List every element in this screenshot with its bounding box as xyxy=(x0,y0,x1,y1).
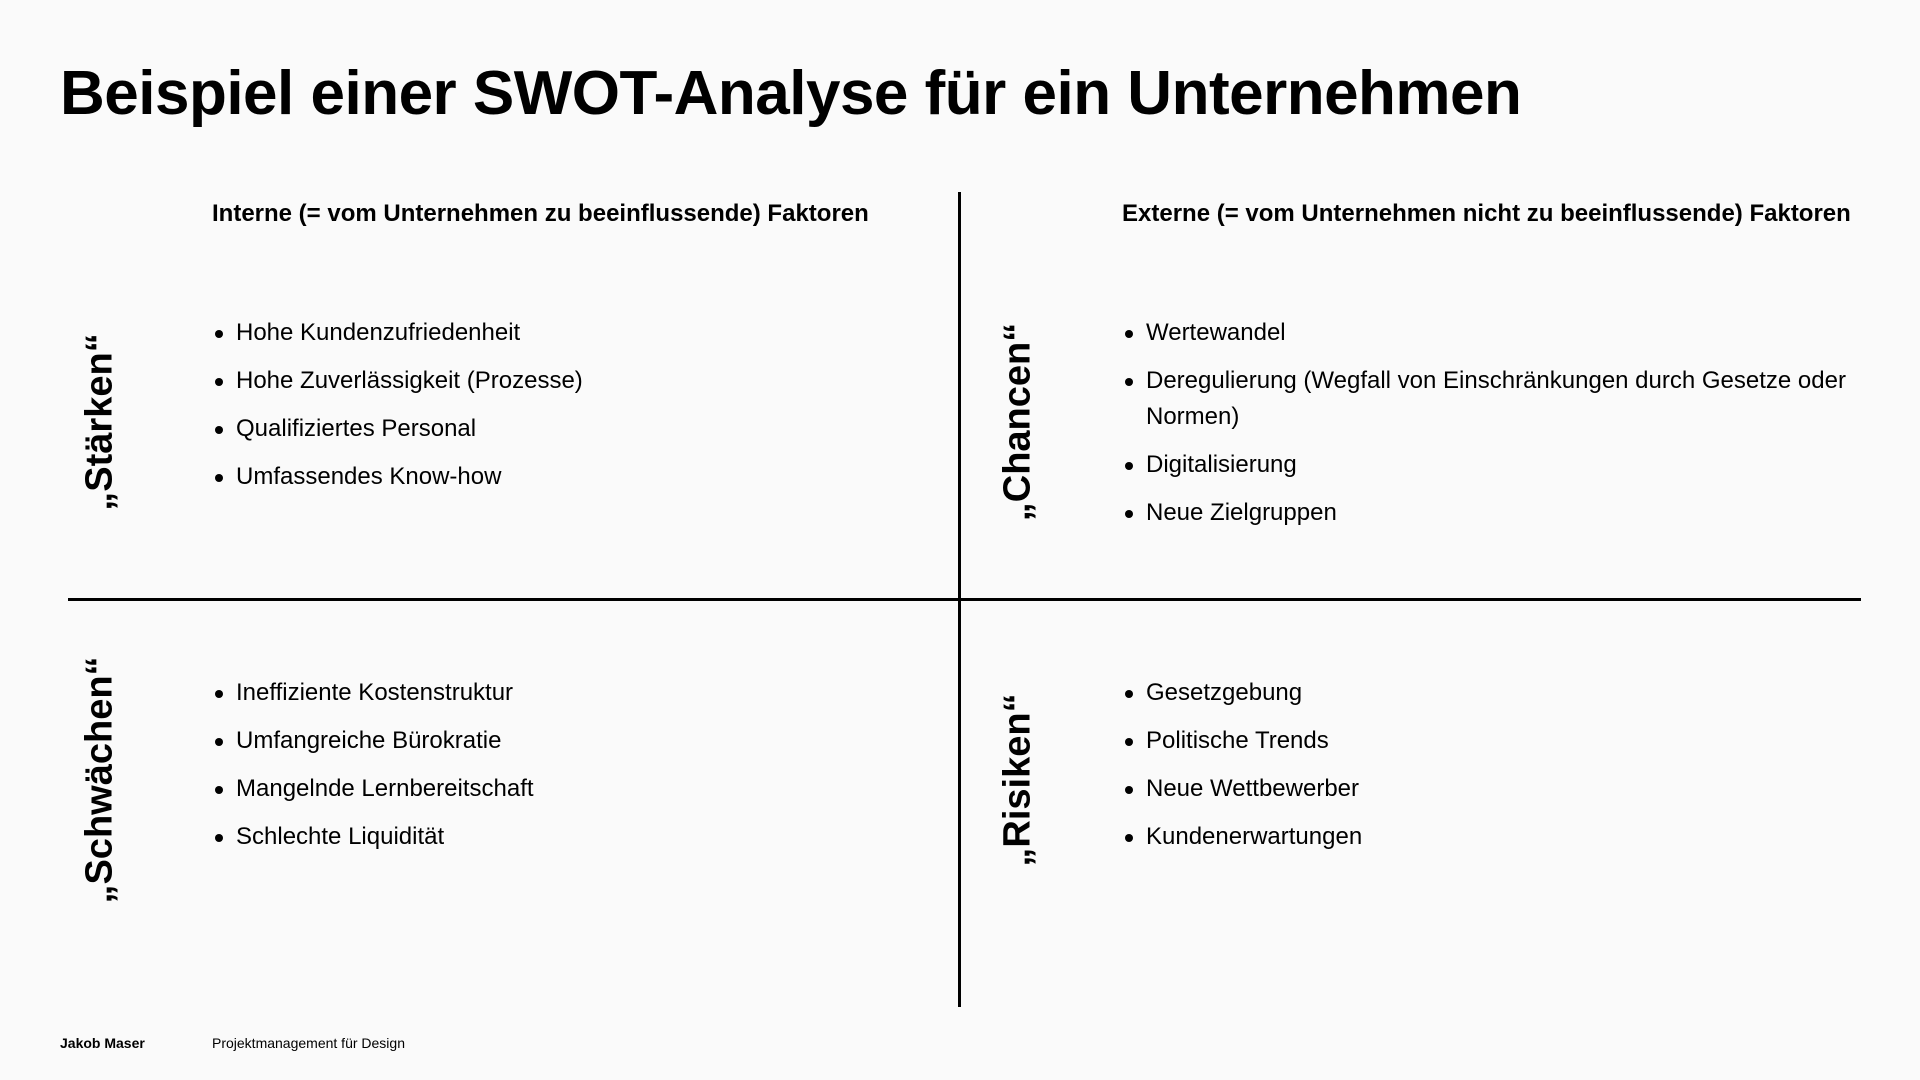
page-title: Beispiel einer SWOT-Analyse für ein Unternehmen xyxy=(60,59,1522,128)
list-item: Umfangreiche Bürokratie xyxy=(212,723,932,759)
weaknesses-label: „Schwächen“ xyxy=(78,656,121,904)
list-item: Qualifiziertes Personal xyxy=(212,411,932,447)
list-item: Umfassendes Know-how xyxy=(212,459,932,495)
external-factors-header: Externe (= vom Unternehmen nicht zu beeinflussende) Faktoren xyxy=(1122,200,1851,227)
footer-author: Jakob Maser xyxy=(60,1035,145,1051)
opportunities-list xyxy=(1122,315,1862,543)
opportunities-label: „Chancen“ xyxy=(996,322,1039,522)
strengths-list xyxy=(212,315,932,507)
horizontal-divider xyxy=(68,598,1861,601)
list-item: Politische Trends xyxy=(1122,723,1862,759)
footer-course: Projektmanagement für Design xyxy=(212,1035,405,1051)
list-item: Deregulierung (Wegfall von Einschränkungen durch Gesetze oder Normen) xyxy=(1122,363,1862,435)
threats-list xyxy=(1122,675,1862,867)
strengths-label: „Stärken“ xyxy=(78,333,121,511)
threats-label: „Risiken“ xyxy=(996,693,1039,867)
internal-factors-header: Interne (= vom Unternehmen zu beeinflussende) Faktoren xyxy=(212,200,869,227)
list-item: Gesetzgebung xyxy=(1122,675,1862,711)
list-item: Hohe Kundenzufriedenheit xyxy=(212,315,932,351)
list-item: Mangelnde Lernbereitschaft xyxy=(212,771,932,807)
list-item: Digitalisierung xyxy=(1122,447,1862,483)
list-item: Kundenerwartungen xyxy=(1122,819,1862,855)
list-item: Wertewandel xyxy=(1122,315,1862,351)
weaknesses-list xyxy=(212,675,932,867)
list-item: Neue Wettbewerber xyxy=(1122,771,1862,807)
list-item: Schlechte Liquidität xyxy=(212,819,932,855)
list-item: Neue Zielgruppen xyxy=(1122,495,1862,531)
list-item: Hohe Zuverlässigkeit (Prozesse) xyxy=(212,363,932,399)
list-item: Ineffiziente Kostenstruktur xyxy=(212,675,932,711)
